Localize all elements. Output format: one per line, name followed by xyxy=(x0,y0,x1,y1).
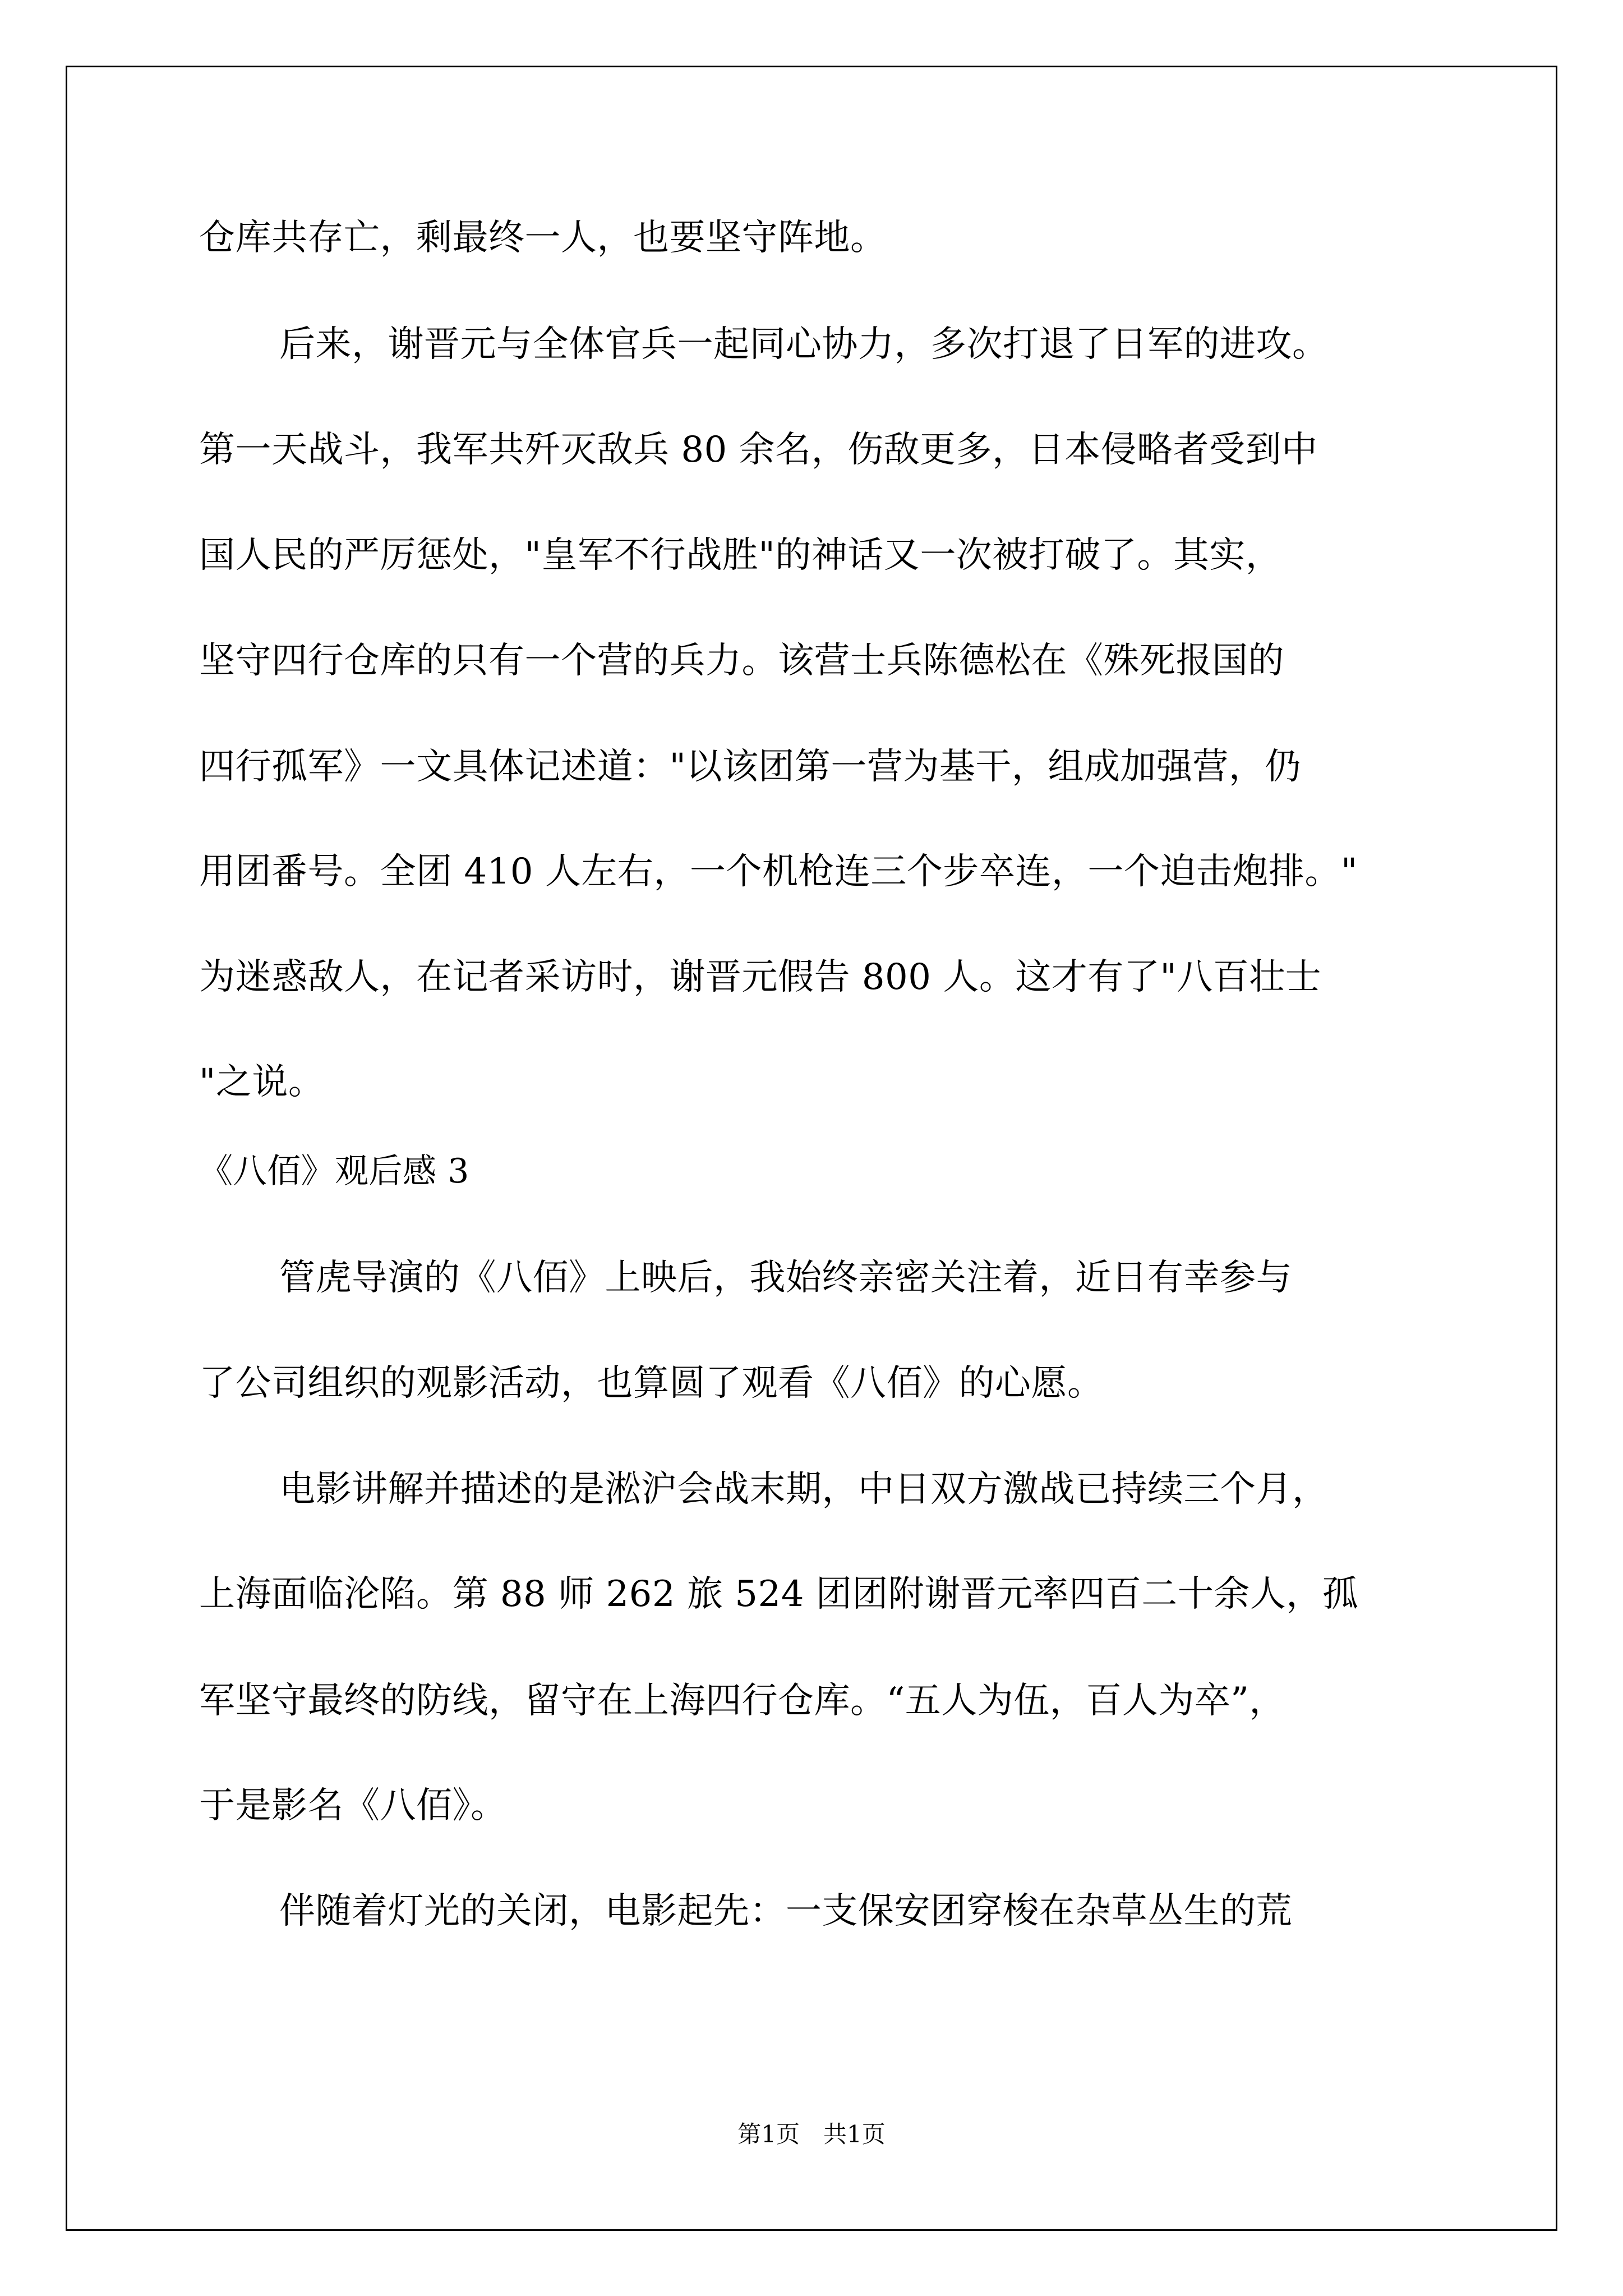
text-line: 坚守四行仓库的只有一个营的兵力。该营士兵陈德松在《殊死报国的 xyxy=(199,640,1284,682)
text-line: 四行孤军》一文具体记述道："以该团第一营为基干，组成加强营，仍 xyxy=(199,746,1301,788)
text-line: 仓库共存亡，剩最终一人，也要坚守阵地。 xyxy=(199,217,887,259)
text-line: 第一天战斗，我军共歼灭敌兵 80 余名，伤敌更多，日本侵略者受到中 xyxy=(199,429,1318,471)
text-line: 用团番号。全团 410 人左右，一个机枪连三个步卒连，一个迫击炮排。" xyxy=(199,851,1358,892)
text-line: 上海面临沦陷。第 88 师 262 旅 524 团团附谢晋元率四百二十余人，孤 xyxy=(199,1573,1359,1615)
text-line: 伴随着灯光的关闭，电影起先：一支保安团穿梭在杂草丛生的荒 xyxy=(279,1890,1292,1932)
text-line: 为迷惑敌人，在记者采访时，谢晋元假告 800 人。这才有了"八百壮士 xyxy=(199,956,1322,998)
text-line: 于是影名《八佰》。 xyxy=(199,1785,507,1826)
page-footer: 第1页 共1页 xyxy=(737,2120,886,2148)
text-line: "之说。 xyxy=(199,1061,325,1103)
text-line: 了公司组织的观影活动，也算圆了观看《八佰》的心愿。 xyxy=(199,1363,1104,1404)
text-line: 军坚守最终的防线，留守在上海四行仓库。“五人为伍，百人为卒”， xyxy=(199,1680,1285,1722)
text-line: 电影讲解并描述的是淞沪会战末期，中日双方激战已持续三个月， xyxy=(279,1469,1329,1510)
section-heading: 《八佰》观后感 3 xyxy=(199,1152,469,1191)
text-line: 后来，谢晋元与全体官兵一起同心协力，多次打退了日军的进攻。 xyxy=(279,324,1329,365)
text-line: 国人民的严厉惩处，"皇军不行战胜"的神话又一次被打破了。其实， xyxy=(199,535,1282,576)
text-line: 管虎导演的《八佰》上映后，我始终亲密关注着，近日有幸参与 xyxy=(279,1257,1292,1299)
